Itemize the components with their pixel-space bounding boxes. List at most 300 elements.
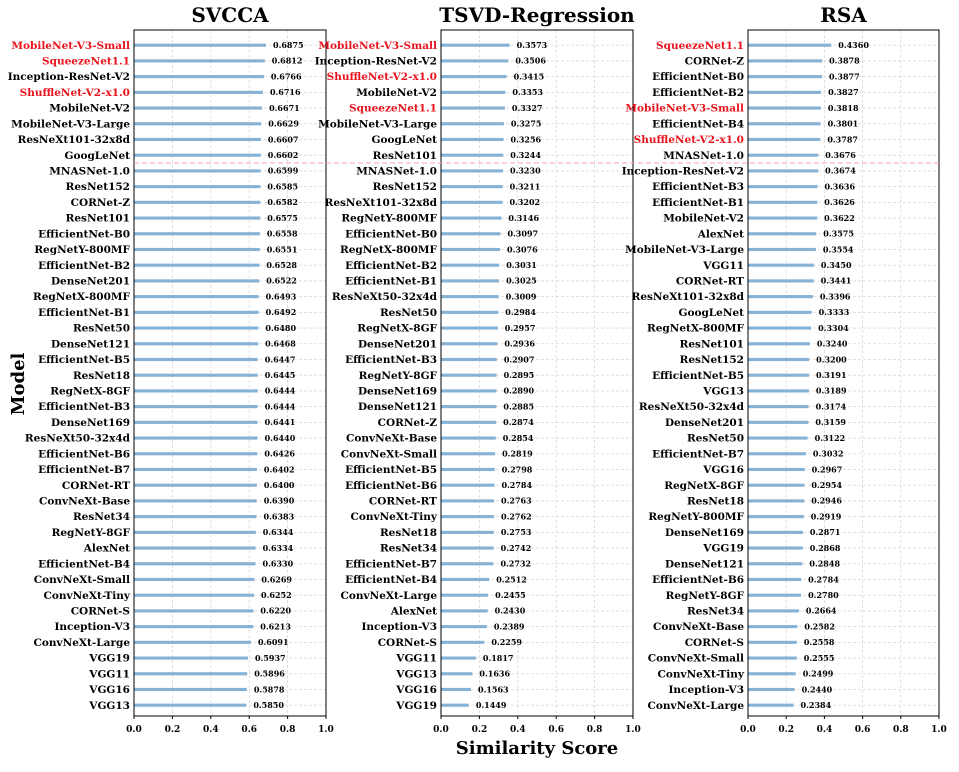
bar	[134, 311, 259, 314]
category-tick-label: ResNeXt50-32x4d	[638, 401, 744, 414]
data-label: 0.3202	[509, 197, 541, 208]
data-label: 0.2819	[502, 448, 533, 459]
bar	[134, 546, 256, 549]
category-tick-label: Inception-ResNet-V2	[621, 165, 744, 178]
bar	[441, 75, 507, 78]
data-label: 0.3396	[819, 291, 851, 302]
bar	[748, 122, 821, 125]
panel-title: SVCCA	[191, 3, 269, 27]
category-tick-label: ResNeXt50-32x4d	[24, 432, 130, 445]
bar	[748, 421, 808, 424]
bar	[441, 358, 497, 361]
bar	[134, 625, 253, 628]
data-label: 0.3801	[827, 118, 859, 129]
x-tick-label: 0.6	[548, 725, 565, 735]
bar	[748, 672, 796, 675]
data-label: 0.3275	[510, 118, 542, 129]
data-label: 0.2440	[801, 684, 833, 695]
category-tick-label: EfficientNet-B2	[345, 259, 437, 272]
bar	[134, 185, 260, 188]
category-tick-label: CORNet-RT	[61, 479, 130, 492]
bar	[441, 374, 497, 377]
data-label: 0.2885	[503, 401, 535, 412]
category-tick-label: VGG11	[396, 652, 437, 665]
data-label: 0.6334	[262, 542, 294, 553]
bar	[748, 546, 803, 549]
category-tick-label: SqueezeNet1.1	[656, 39, 744, 52]
x-tick-label: 1.0	[318, 725, 334, 735]
data-label: 0.2780	[808, 590, 839, 600]
data-label: 0.3122	[814, 432, 846, 443]
bar	[441, 201, 502, 204]
bar	[134, 201, 260, 204]
bar	[441, 295, 499, 298]
data-label: 0.6575	[267, 212, 298, 223]
data-label: 0.3256	[510, 134, 542, 145]
bar	[441, 342, 497, 345]
category-tick-label: EfficientNet-B6	[652, 574, 744, 587]
bar	[441, 452, 495, 455]
category-tick-label: RegNetY-800MF	[341, 212, 437, 225]
bar	[748, 562, 802, 565]
bar	[748, 138, 820, 141]
bar	[441, 515, 494, 518]
bar	[441, 499, 494, 502]
category-tick-label: EfficientNet-B1	[652, 196, 744, 209]
category-tick-label: EfficientNet-B4	[38, 558, 130, 571]
category-tick-label: ConvNeXt-Small	[33, 574, 130, 587]
bar	[134, 154, 261, 157]
bar	[134, 578, 254, 581]
data-label: 0.6445	[264, 370, 296, 380]
category-tick-label: ShuffleNet-V2-x1.0	[633, 134, 744, 147]
data-label: 0.3076	[507, 244, 538, 255]
data-label: 0.6480	[265, 322, 297, 333]
data-label: 0.2798	[501, 464, 533, 475]
panel-title: RSA	[820, 3, 867, 27]
bar	[748, 625, 797, 628]
data-label: 0.3146	[508, 212, 540, 223]
category-tick-label: ResNet34	[72, 511, 130, 524]
category-tick-label: VGG19	[703, 542, 744, 555]
x-tick-label: 0.2	[778, 725, 795, 735]
data-label: 0.3575	[823, 228, 854, 239]
category-tick-label: RegNetX-8GF	[664, 479, 744, 492]
data-label: 0.6330	[262, 558, 294, 569]
data-label: 0.1563	[478, 684, 509, 695]
category-tick-label: MobileNet-V3-Small	[318, 39, 437, 52]
category-tick-label: VGG11	[89, 668, 130, 681]
bar	[441, 311, 498, 314]
data-label: 0.2907	[503, 354, 535, 365]
category-tick-label: EfficientNet-B7	[38, 464, 130, 477]
data-label: 0.6629	[268, 118, 299, 129]
category-tick-label: RegNetX-800MF	[339, 244, 437, 257]
bar	[748, 656, 797, 659]
data-label: 0.6607	[267, 134, 299, 145]
data-label: 0.3622	[824, 212, 855, 223]
bar	[134, 59, 265, 62]
bar	[134, 484, 257, 487]
category-tick-label: ResNet50	[72, 322, 130, 335]
category-tick-label: DenseNet201	[664, 416, 744, 429]
category-tick-label: DenseNet169	[664, 526, 744, 539]
bar	[134, 138, 261, 141]
category-tick-label: ResNet18	[72, 369, 130, 382]
bar	[441, 641, 484, 644]
data-label: 0.6444	[264, 401, 296, 412]
data-label: 0.3878	[829, 55, 860, 66]
category-tick-label: ConvNeXt-Small	[647, 652, 744, 665]
category-tick-label: CORNet-Z	[377, 416, 437, 429]
data-label: 0.2664	[805, 605, 837, 616]
bar	[748, 609, 799, 612]
category-tick-label: Inception-V3	[54, 621, 130, 634]
category-tick-label: Inception-V3	[361, 621, 437, 634]
data-label: 0.2499	[802, 668, 834, 679]
bar	[748, 641, 797, 644]
bar	[441, 326, 498, 329]
category-tick-label: DenseNet121	[50, 338, 130, 351]
category-tick-label: EfficientNet-B1	[38, 306, 130, 319]
bar	[748, 436, 808, 439]
data-label: 0.3230	[510, 165, 541, 176]
plot-frame	[441, 30, 633, 716]
data-label: 0.2895	[503, 370, 535, 380]
bar	[441, 169, 503, 172]
bar	[748, 578, 801, 581]
bar	[748, 216, 817, 219]
bar	[134, 656, 248, 659]
bar	[748, 106, 821, 109]
category-tick-label: VGG13	[89, 699, 130, 712]
data-label: 0.2890	[503, 385, 535, 396]
data-label: 0.3787	[827, 134, 858, 145]
category-tick-label: VGG13	[703, 385, 744, 398]
bar	[134, 44, 266, 47]
data-label: 0.5850	[253, 700, 284, 710]
category-tick-label: MobileNet-V3-Large	[318, 118, 437, 131]
category-tick-label: VGG16	[89, 684, 130, 697]
bar	[134, 169, 261, 172]
bar	[134, 264, 259, 267]
category-tick-label: EfficientNet-B5	[345, 464, 437, 477]
chart-panel-1	[8, 3, 334, 735]
bar	[441, 138, 504, 141]
category-tick-label: MNASNet-1.0	[356, 165, 437, 178]
bar	[134, 279, 259, 282]
bar	[748, 154, 818, 157]
x-tick-label: 0.2	[471, 725, 488, 735]
bar	[441, 436, 496, 439]
category-tick-label: DenseNet169	[357, 385, 437, 398]
bar	[441, 264, 499, 267]
data-label: 0.3031	[506, 260, 537, 270]
bar	[748, 405, 809, 408]
bar	[748, 44, 831, 47]
data-label: 0.6812	[271, 55, 303, 66]
category-tick-label: ConvNeXt-Tiny	[657, 668, 744, 681]
category-tick-label: ConvNeXt-Small	[340, 448, 437, 461]
x-tick-label: 0.4	[816, 725, 833, 735]
category-tick-label: RegNetY-800MF	[648, 511, 744, 524]
category-tick-label: AlexNet	[697, 228, 744, 241]
category-tick-label: EfficientNet-B5	[38, 354, 130, 367]
category-tick-label: VGG19	[396, 699, 437, 712]
category-tick-label: ResNeXt101-32x8d	[324, 196, 437, 209]
data-label: 0.2967	[811, 464, 843, 475]
bar	[748, 264, 814, 267]
category-tick-label: EfficientNet-B2	[652, 86, 744, 99]
bar	[748, 484, 804, 487]
category-tick-label: MobileNet-V3-Small	[11, 39, 130, 52]
category-tick-label: MobileNet-V2	[356, 86, 437, 99]
x-axis-title: Similarity Score	[455, 738, 619, 759]
category-tick-label: AlexNet	[83, 542, 130, 555]
x-tick-label: 0.2	[164, 725, 181, 735]
category-tick-label: ResNet152	[65, 181, 130, 194]
category-tick-label: ConvNeXt-Tiny	[350, 511, 437, 524]
bar	[441, 185, 503, 188]
category-tick-label: CORNet-S	[377, 636, 437, 649]
data-label: 0.3333	[818, 307, 850, 318]
bar	[441, 672, 472, 675]
category-tick-label: ResNet101	[65, 212, 130, 225]
data-label: 0.6426	[264, 448, 296, 459]
data-label: 0.6269	[261, 574, 292, 585]
data-label: 0.6091	[257, 637, 289, 648]
data-label: 0.3327	[511, 102, 543, 113]
category-tick-label: EfficientNet-B6	[38, 448, 130, 461]
data-label: 0.2555	[803, 652, 835, 663]
category-tick-label: MNASNet-1.0	[49, 165, 130, 178]
data-label: 0.3450	[820, 260, 852, 270]
category-tick-label: RegNetX-8GF	[357, 322, 437, 335]
bar	[134, 295, 259, 298]
bar	[134, 75, 264, 78]
data-label: 0.3676	[825, 150, 856, 160]
bar	[441, 594, 488, 597]
category-tick-label: EfficientNet-B3	[345, 354, 437, 367]
x-tick-label: 0.0	[740, 725, 756, 735]
category-tick-label: EfficientNet-B5	[652, 369, 744, 382]
data-label: 0.5937	[254, 652, 286, 663]
category-tick-label: ConvNeXt-Tiny	[43, 589, 130, 602]
data-label: 0.6252	[261, 590, 292, 600]
data-label: 0.6492	[265, 307, 297, 318]
category-tick-label: ResNet101	[679, 338, 744, 351]
data-label: 0.2936	[504, 338, 535, 349]
bar	[134, 342, 258, 345]
category-tick-label: MNASNet-1.0	[663, 149, 744, 162]
data-label: 0.3441	[820, 275, 852, 286]
bar	[748, 169, 818, 172]
category-tick-label: EfficientNet-B4	[652, 118, 744, 131]
data-label: 0.6551	[266, 244, 298, 255]
data-label: 0.6558	[266, 228, 298, 239]
bar	[441, 578, 489, 581]
data-label: 0.6528	[266, 260, 297, 270]
data-label: 0.3032	[812, 448, 844, 459]
data-label: 0.6875	[273, 40, 304, 50]
data-label: 0.6522	[266, 275, 297, 286]
data-label: 0.3159	[815, 417, 846, 428]
data-label: 0.2732	[500, 558, 532, 569]
category-tick-label: ShuffleNet-V2-x1.0	[326, 71, 437, 84]
data-label: 0.6716	[269, 87, 301, 98]
bar	[134, 405, 258, 408]
category-tick-label: ResNet50	[379, 306, 437, 319]
data-label: 0.2868	[809, 542, 841, 553]
category-tick-label: VGG13	[396, 668, 437, 681]
category-tick-label: VGG16	[396, 684, 437, 697]
bar	[134, 232, 260, 235]
bar	[134, 389, 258, 392]
bar	[748, 91, 821, 94]
data-label: 0.2389	[493, 621, 525, 632]
data-label: 0.6220	[260, 605, 292, 616]
bar	[441, 216, 501, 219]
bar	[134, 452, 257, 455]
data-label: 0.2874	[503, 417, 534, 428]
bar	[441, 232, 500, 235]
bar	[748, 75, 822, 78]
category-tick-label: ResNeXt101-32x8d	[17, 134, 130, 147]
category-tick-label: EfficientNet-B0	[652, 71, 744, 84]
data-label: 0.6599	[267, 165, 299, 176]
category-tick-label: ResNet34	[379, 542, 437, 555]
data-label: 0.3554	[822, 244, 854, 255]
category-tick-label: ConvNeXt-Base	[39, 495, 130, 508]
bar	[134, 594, 254, 597]
data-label: 0.2582	[804, 621, 835, 632]
bar	[441, 468, 495, 471]
data-label: 0.3818	[827, 102, 859, 113]
y-axis-title: Model	[8, 352, 29, 416]
bar	[134, 436, 258, 439]
category-tick-label: GoogLeNet	[678, 306, 744, 319]
bar	[134, 122, 261, 125]
category-tick-label: GoogLeNet	[64, 149, 130, 162]
data-label: 0.3573	[516, 40, 548, 50]
x-tick-label: 0.8	[892, 725, 909, 735]
bar	[134, 515, 257, 518]
data-label: 0.6402	[263, 464, 295, 475]
data-label: 0.6468	[265, 338, 296, 349]
bar	[748, 531, 803, 534]
category-tick-label: MobileNet-V2	[663, 212, 744, 225]
bar	[134, 106, 262, 109]
data-label: 0.3200	[816, 354, 847, 365]
bar	[441, 484, 494, 487]
bar	[134, 326, 258, 329]
category-tick-label: ConvNeXt-Large	[340, 589, 437, 602]
category-tick-label: Inception-V3	[668, 684, 744, 697]
data-label: 0.3240	[816, 338, 848, 349]
panel-title: TSVD-Regression	[439, 3, 635, 27]
data-label: 0.3626	[824, 197, 855, 208]
category-tick-label: DenseNet121	[357, 401, 437, 414]
data-label: 0.6582	[267, 197, 298, 208]
category-tick-label: ConvNeXt-Base	[346, 432, 437, 445]
x-tick-label: 0.0	[433, 725, 449, 735]
x-tick-label: 0.8	[586, 725, 603, 735]
data-label: 0.6344	[262, 527, 294, 538]
category-tick-label: EfficientNet-B7	[652, 448, 744, 461]
bar	[441, 44, 510, 47]
data-label: 0.2957	[504, 322, 536, 333]
bar	[441, 421, 496, 424]
data-label: 0.4360	[838, 40, 869, 50]
data-label: 0.1449	[475, 700, 507, 710]
category-tick-label: ResNet18	[686, 495, 744, 508]
bar	[134, 641, 251, 644]
data-label: 0.6441	[264, 417, 296, 428]
data-label: 0.2455	[495, 590, 526, 600]
bar	[748, 342, 810, 345]
data-label: 0.3009	[505, 291, 537, 302]
bar	[748, 59, 822, 62]
bar	[134, 374, 258, 377]
data-label: 0.3244	[510, 150, 541, 160]
category-tick-label: EfficientNet-B7	[345, 558, 437, 571]
chart-panels	[8, 3, 947, 735]
data-label: 0.2871	[809, 527, 841, 538]
category-tick-label: Inception-ResNet-V2	[314, 55, 437, 68]
data-label: 0.2558	[803, 637, 835, 648]
data-label: 0.1636	[479, 668, 511, 679]
data-label: 0.3189	[815, 385, 847, 396]
category-tick-label: EfficientNet-B2	[38, 259, 130, 272]
data-label: 0.2753	[500, 527, 532, 538]
bar	[748, 688, 795, 691]
bar	[748, 468, 805, 471]
category-tick-label: RegNetX-800MF	[646, 322, 744, 335]
category-tick-label: EfficientNet-B0	[345, 228, 437, 241]
bar	[748, 232, 816, 235]
category-tick-label: MobileNet-V3-Large	[625, 244, 744, 257]
bar	[134, 531, 256, 534]
data-label: 0.6444	[264, 385, 296, 396]
x-tick-label: 1.0	[625, 725, 641, 735]
data-label: 0.3097	[507, 228, 539, 239]
data-label: 0.6390	[263, 495, 295, 506]
data-label: 0.6213	[260, 621, 291, 632]
data-label: 0.6440	[264, 432, 296, 443]
category-tick-label: CORNet-S	[70, 605, 130, 618]
data-label: 0.3025	[506, 275, 537, 286]
category-tick-label: DenseNet121	[664, 558, 744, 571]
bar	[748, 389, 809, 392]
bar	[134, 358, 258, 361]
bar	[134, 704, 246, 707]
x-tick-label: 0.0	[126, 725, 142, 735]
bar	[441, 546, 494, 549]
data-label: 0.2946	[811, 495, 842, 506]
category-tick-label: CORNet-S	[684, 636, 744, 649]
category-tick-label: CORNet-Z	[684, 55, 744, 68]
category-tick-label: ResNet34	[686, 605, 744, 618]
data-label: 0.2742	[500, 542, 532, 553]
data-label: 0.5896	[254, 668, 285, 679]
category-tick-label: Inception-ResNet-V2	[7, 71, 130, 84]
bar	[134, 562, 256, 565]
data-label: 0.3877	[829, 71, 860, 82]
category-tick-label: RegNetY-8GF	[665, 589, 744, 602]
bar	[134, 216, 260, 219]
data-label: 0.6493	[265, 291, 297, 302]
data-label: 0.6766	[270, 71, 302, 82]
